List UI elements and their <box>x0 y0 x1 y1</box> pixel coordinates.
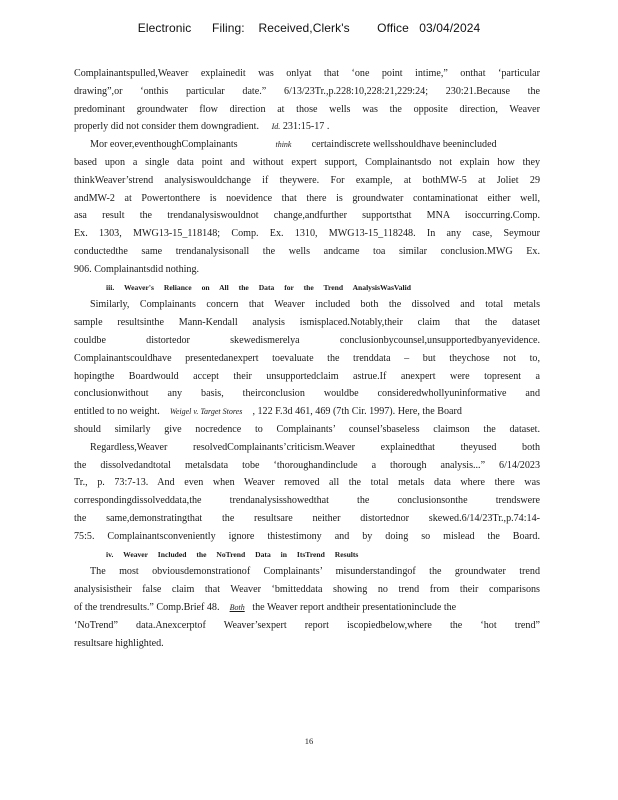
body-line: Similarly, Complainants concern that Weaver included both the dissolved and total metals <box>90 299 540 311</box>
id-citation: Id. <box>271 122 281 132</box>
body-line: hopingthe Boardwould accept their unsupportedclaim astrue.If anexpert were topresent a <box>74 370 540 382</box>
body-line: the same,demonstratingthat the resultsare neither distortednor skewed.6/14/23Tr.,p.74:14- <box>74 512 540 524</box>
body-line: 75:5. Complainantsconveniently ignore thistestimony and by doing so mislead the Board. <box>74 530 540 542</box>
body-line: correspondingdissolveddata,the trendanalysisshowedthat the conclusionsonthe trendswere <box>74 495 540 507</box>
body-line-text: certaindiscrete wellsshouldhave beenincluded <box>311 139 497 151</box>
section-heading-iii: iii. Weaver's Reliance on All the Data for the Trend AnalysisWasValid <box>106 282 411 292</box>
body-line: analysisistheir false claim that Weaver ‘bmitteddata showing no trend from their comparisons <box>74 584 540 596</box>
body-line-text: the Weaver report andtheir presentationinclude the <box>252 601 457 613</box>
body-line: Ex. 1303, MWG13-15_118148; Comp. Ex. 1310, MWG13-15_118248. In any case, Seymour <box>74 228 540 240</box>
page-number: 16 <box>304 736 314 746</box>
body-line: resultsare highlighted. <box>74 637 164 649</box>
body-line: couldbe distortedor skewedismerelya conclusionbycounsel,unsupportedbyanyevidence. <box>74 334 540 346</box>
body-line: asa result the trendanalysiswouldnot change,andfurther supportsthat MNA isoccurring.Comp. <box>74 210 540 222</box>
body-line: conductedthe same trendanalysisonall the wells andcame toa similar conclusion.MWG Ex. <box>74 245 540 257</box>
body-line <box>74 118 540 136</box>
body-line: drawing”,or ‘onthis particular date.” 6/13/23Tr.,p.228:10,228:21,229:24; 230:21.Because the <box>74 85 540 97</box>
body-line: based upon a single data point and without expert support, Complainantsdo not explain how they <box>74 156 540 168</box>
body-line: The most obviousdemonstrationof Complainants’ misunderstandingof the groundwater trend <box>90 566 540 578</box>
body-line-text: , 122 F.3d 461, 469 (7th Cir. 1997). Here, the Board <box>252 406 462 418</box>
body-line-text: entitled to no weight. <box>74 406 160 418</box>
body-line: andMW-2 at Powertonthere is noevidence that there is groundwater contaminationat either well, <box>74 192 540 204</box>
body-line: conclusionwithout any basis, theirconclusion wouldbe consideredwhollyuninformative and <box>74 388 540 400</box>
body-line <box>74 599 540 617</box>
body-line: 906. Complainantsdid nothing. <box>74 263 200 275</box>
body-line: Complainantscouldhave presentedanexpert toevaluate the trenddata – but theychose not to, <box>74 352 540 364</box>
body-line <box>74 136 540 154</box>
body-line-text: of the trendresults.” Comp.Brief 48. <box>74 601 220 613</box>
body-line: thinkWeaver’strend analysiswouldchange if theywere. For example, at bothMW-5 at Joliet 29 <box>74 174 540 186</box>
body-line: predominant groundwater flow direction at those wells was the opposite direction, Weaver <box>74 103 540 115</box>
body-line: sample resultsinthe Mann-Kendall analysis ismisplaced.Notably,their claim that the dataset <box>74 317 540 329</box>
body-line: Complainantspulled,Weaver explainedit was onlyat that ‘one point intime,” onthat ‘particular <box>74 68 540 79</box>
document-body <box>74 65 540 652</box>
case-name-weigel: Weigel v. Target Stores <box>169 407 243 417</box>
body-line <box>74 403 540 421</box>
body-line-text: properly did not consider them downgradient. <box>74 121 260 133</box>
body-line: should similarly give nocredence to Complainants’ counsel’sbaseless claimson the dataset. <box>74 423 540 435</box>
efiling-header: Electronic Filing: Received,Clerk's Office 03/04/2024 <box>137 21 481 35</box>
body-line: the dissolvedandtotal metalsdata tobe ‘thoroughandinclude a thorough analysis...” 6/14/2023 <box>74 459 540 471</box>
italic-both: Both <box>229 602 245 612</box>
id-citation-pages: 231:15-17 . <box>282 121 330 133</box>
body-line: Tr., p. 73:7-13. And even when Weaver removed all the total metals data where there was <box>74 477 540 489</box>
body-line: Regardless,Weaver resolvedComplainants’criticism.Weaver explainedthat theyused both <box>90 441 540 453</box>
body-line: ‘NoTrend” data.Anexcerptof Weaver’sexpert report iscopiedbelow,where the ‘hot trend” <box>74 619 540 631</box>
section-heading-iv: iv. Weaver Included the NoTrend Data in ItsTrend Results <box>106 549 359 559</box>
italic-think: think <box>275 140 292 150</box>
body-line-text: Mor eover,eventhoughComplainants <box>90 139 238 151</box>
